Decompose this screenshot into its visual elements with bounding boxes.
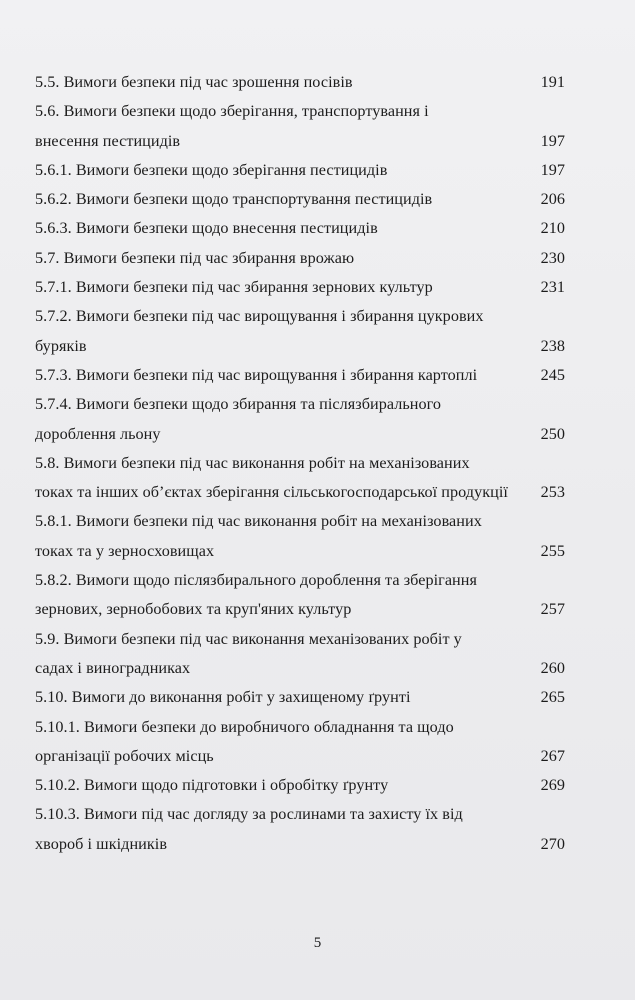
toc-entry [35,361,565,390]
toc-entry [35,156,565,185]
toc-entry-title: токах та у зерносховищах [35,541,215,560]
toc-line [35,273,565,302]
toc-page-number: 245 [540,365,565,384]
toc-line [35,97,565,126]
toc-entry [35,713,565,772]
toc-page-number: 255 [540,541,565,560]
toc-entry-title: 5.7.1. Вимоги безпеки під час збирання зернових культур [35,278,433,297]
toc-entry-title: 5.8. Вимоги безпеки під час виконання робіт на механізованих [35,453,470,472]
toc-line [35,771,565,800]
toc-line [35,713,565,742]
toc-entry-title: 5.8.1. Вимоги безпеки під час виконання робіт на механізованих [35,512,482,531]
toc-entry [35,507,565,566]
toc-line [35,595,565,624]
toc-entry-title: 5.6. Вимоги безпеки щодо зберігання, транспортування і [35,102,429,121]
toc-entry-title: 5.7.2. Вимоги безпеки під час вирощування і збирання цукрових [35,307,484,326]
toc-page-number: 206 [540,190,565,209]
toc-entry [35,566,565,625]
toc-page-number: 257 [540,600,565,619]
toc-line [35,742,565,771]
toc-line [35,361,565,390]
toc-entry-title: організації робочих місць [35,746,214,765]
toc-line [35,390,565,419]
toc-line [35,185,565,214]
toc-entry-title: 5.7. Вимоги безпеки під час збирання врожаю [35,248,355,267]
toc-entry-title: 5.8.2. Вимоги щодо післязбирального дороблення та зберігання [35,571,477,590]
toc-line [35,566,565,595]
toc-page-number: 267 [540,746,565,765]
toc-line [35,625,565,654]
toc-entry-title: 5.6.3. Вимоги безпеки щодо внесення пестицидів [35,219,378,238]
toc-line [35,302,565,331]
toc-entry-title: дороблення льону [35,424,161,443]
toc-entry-title: токах та інших об’єктах зберігання сільськогосподарської продукції [35,483,508,502]
toc-entry [35,390,565,449]
toc-page-number: 265 [540,688,565,707]
toc-entry-title: 5.6.2. Вимоги безпеки щодо транспортування пестицидів [35,190,433,209]
toc-line [35,800,565,829]
toc-entry [35,185,565,214]
toc-page-number: 230 [540,248,565,267]
toc-page-number: 197 [540,160,565,179]
toc-entry-title: 5.10.3. Вимоги під час догляду за рослинами та захисту їх від [35,805,463,824]
toc-entry-title: 5.5. Вимоги безпеки під час зрошення посівів [35,73,353,91]
toc-line [35,537,565,566]
toc-line [35,654,565,683]
toc-entry-title: зернових, зернобобових та круп'яних культур [35,600,352,619]
toc-entry-title: садах і виноградниках [35,658,191,677]
toc-entry [35,449,565,508]
toc-line [35,68,565,97]
toc-entry [35,214,565,243]
toc-page-number: 260 [540,658,565,677]
toc-line [35,449,565,478]
toc-entry-title: 5.6.1. Вимоги безпеки щодо зберігання пестицидів [35,160,388,179]
toc-entry-title: 5.7.4. Вимоги безпеки щодо збирання та післязбирального [35,395,442,414]
toc-line [35,683,565,712]
toc-page-number: 191 [540,73,565,91]
toc-line [35,156,565,185]
toc-entry-title: буряків [35,336,87,355]
toc-page-number: 197 [540,131,565,150]
toc-entry-title: 5.10.1. Вимоги безпеки до виробничого обладнання та щодо [35,717,454,736]
page-number: 5 [313,935,322,951]
toc-entry-title: 5.9. Вимоги безпеки під час виконання механізованих робіт у [35,629,462,648]
toc-entry-title: внесення пестицидів [35,131,181,150]
toc-entry-title: 5.10.2. Вимоги щодо підготовки і обробітку ґрунту [35,776,389,795]
toc-page-number: 210 [540,219,565,238]
toc-entry-title: хвороб і шкідників [35,834,168,853]
toc-entry [35,244,565,273]
toc-entry [35,625,565,684]
toc-page-number: 238 [540,336,565,355]
toc-entry [35,771,565,800]
toc-line [35,332,565,361]
toc-page-number: 250 [540,424,565,443]
toc-entry [35,800,565,859]
toc-line [35,127,565,156]
toc-page-number: 270 [540,834,565,853]
toc-entry-title: 5.10. Вимоги до виконання робіт у захищеному ґрунті [35,688,411,707]
toc-page-number: 253 [540,483,565,502]
toc-entry [35,273,565,302]
toc-entry [35,97,565,156]
toc-line [35,507,565,536]
toc-line [35,830,565,859]
toc-line [35,244,565,273]
toc-page-number: 269 [540,776,565,795]
toc-entry [35,683,565,712]
toc-page-number: 231 [540,278,565,297]
toc-entry-title: 5.7.3. Вимоги безпеки під час вирощування і збирання картоплі [35,365,478,384]
toc-line [35,420,565,449]
toc-line [35,478,565,507]
table-of-contents [35,68,565,859]
toc-entry [35,68,565,97]
toc-line [35,214,565,243]
toc-entry [35,302,565,361]
